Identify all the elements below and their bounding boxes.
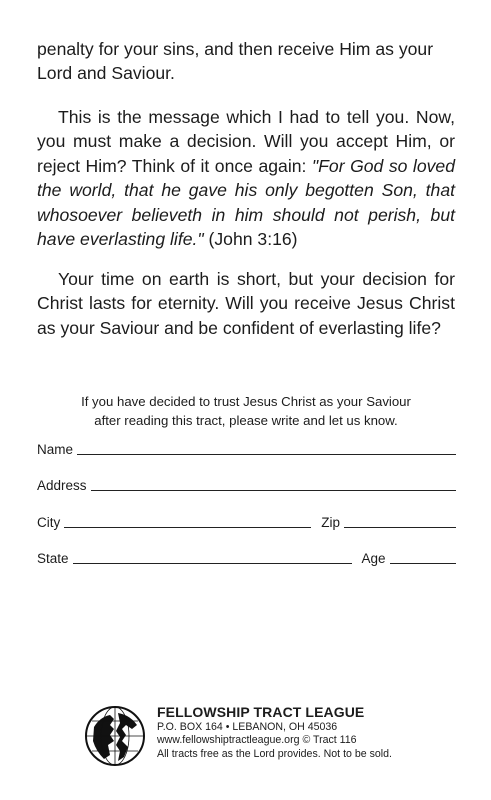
paragraph-continuation: penalty for your sins, and then receive Him as your Lord and Saviour. <box>37 39 434 84</box>
response-instructions-line-1: If you have decided to trust Jesus Christ as your Saviour <box>81 394 411 409</box>
address-field[interactable] <box>37 476 456 494</box>
org-note: All tracts free as the Lord provides. Not to be sold. <box>157 747 392 760</box>
org-website[interactable]: www.fellowshiptractleague.org © Tract 116 <box>157 734 357 747</box>
paragraph-message <box>37 105 455 251</box>
city-line[interactable] <box>64 527 311 528</box>
org-name: FELLOWSHIP TRACT LEAGUE <box>157 704 365 720</box>
state-age-row <box>37 549 456 567</box>
address-line[interactable] <box>91 490 456 491</box>
age-label: Age <box>361 551 386 566</box>
city-zip-row <box>37 513 456 531</box>
name-label: Name <box>37 442 74 457</box>
paragraph-decision: Your time on earth is short, but your decision for Christ lasts for eternity. Will you receive Jesus Christ as your Saviour and be confident of everlasting life? <box>37 269 455 338</box>
name-line[interactable] <box>77 454 456 455</box>
scripture-reference: (John 3:16) <box>203 229 298 250</box>
address-label: Address <box>37 478 87 493</box>
city-label: City <box>37 515 61 530</box>
org-address: P.O. BOX 164 • LEBANON, OH 45036 <box>157 721 338 733</box>
response-instructions-line-2: after reading this tract, please write and let us know. <box>94 413 398 428</box>
name-field[interactable] <box>37 440 456 458</box>
globe-icon <box>84 705 146 767</box>
response-instructions <box>37 392 455 430</box>
state-line[interactable] <box>73 563 352 564</box>
scripture-quote: "For God so loved the world, that he gave his only begotten Son, that whosoever believeth in him should not perish, but have everlasting life." <box>37 155 455 250</box>
zip-line[interactable] <box>344 527 456 528</box>
paragraph-message-text: This is the message which I had to tell you. Now, you must make a decision. Will you accept Him, or reject Him? Think of it once again: <box>37 107 455 176</box>
age-line[interactable] <box>390 563 456 564</box>
state-label: State <box>37 551 69 566</box>
publisher-info <box>157 704 392 761</box>
zip-label: Zip <box>321 515 341 530</box>
